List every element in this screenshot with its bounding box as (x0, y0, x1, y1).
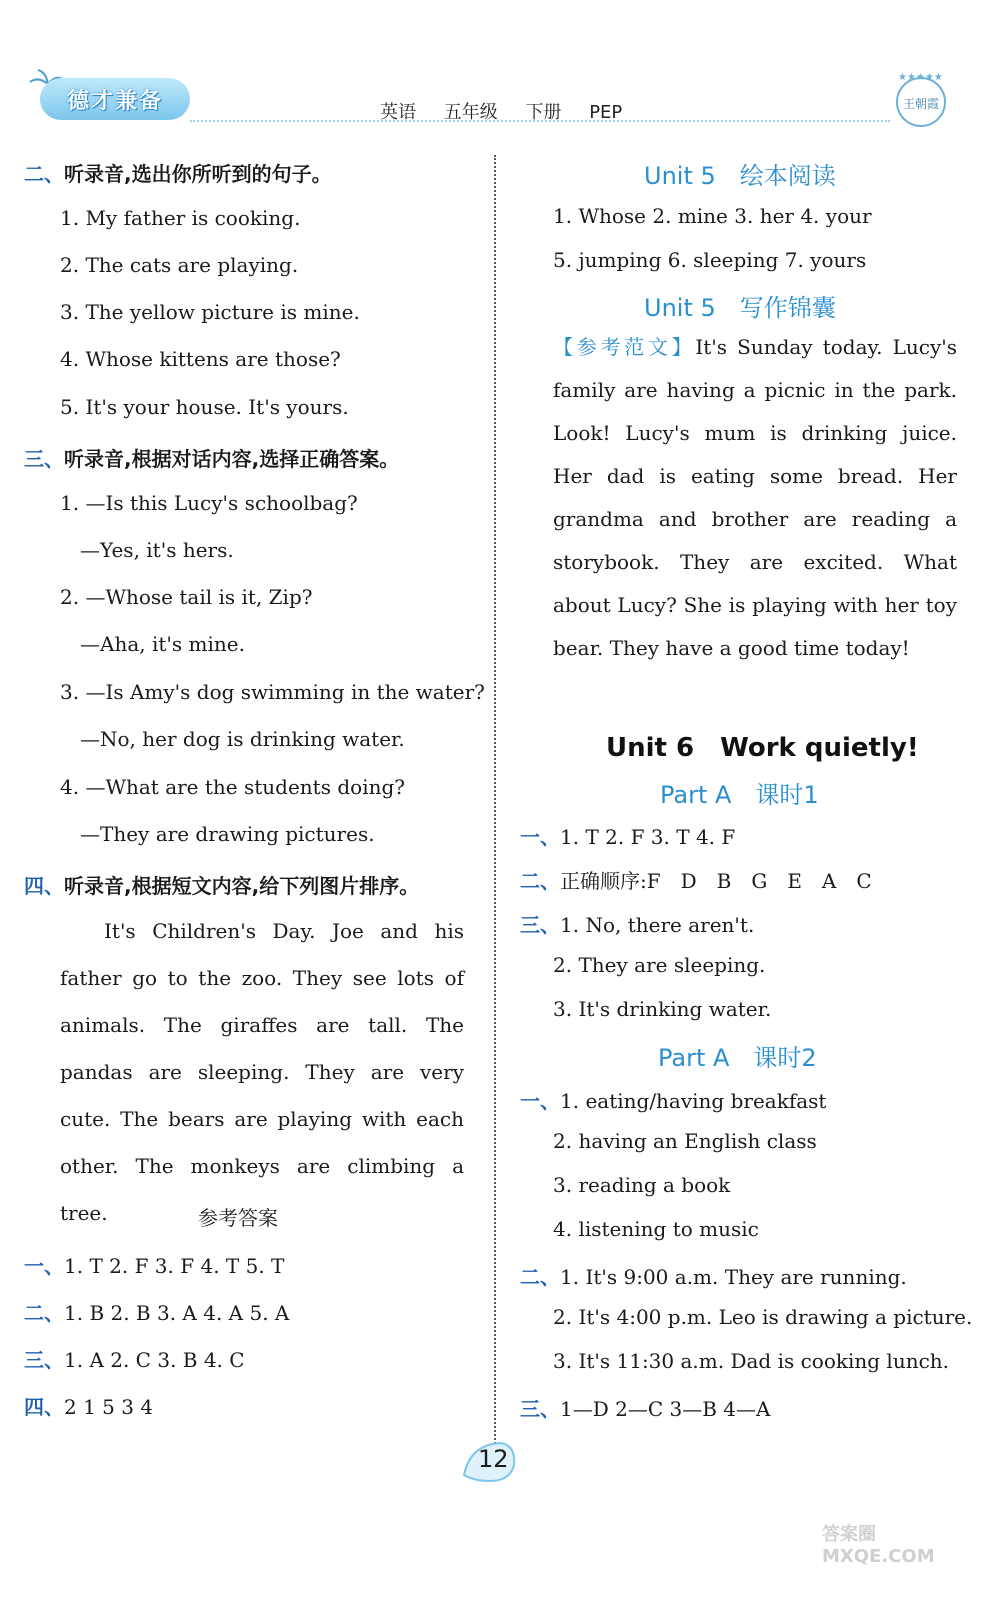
answer-number: 二、 (520, 1265, 560, 1289)
list-item: 1. My father is cooking. (60, 206, 301, 230)
list-item: 3. The yellow picture is mine. (60, 300, 360, 324)
edition-label: PEP (589, 102, 623, 123)
reading-answers-line: 1. Whose 2. mine 3. her 4. your (553, 204, 872, 228)
answer-number: 一、 (520, 825, 560, 849)
list-item: —Yes, it's hers. (80, 538, 234, 562)
grade-label: 五年级 (443, 102, 498, 123)
column-divider (494, 155, 496, 1455)
answers-title: 参考答案 (198, 1206, 278, 1230)
section-title: 听录音,根据短文内容,给下列图片排序。 (64, 874, 420, 898)
answer-text: 1. It's 9:00 a.m. They are running. (560, 1265, 907, 1289)
answer-number: 三、 (24, 1348, 64, 1372)
answer-row (520, 1085, 826, 1114)
answer-text: 1. eating/having breakfast (560, 1089, 827, 1113)
section-number: 三、 (24, 447, 64, 471)
answer-row (520, 909, 754, 938)
list-item: 4. listening to music (553, 1217, 759, 1241)
header-rule (190, 120, 890, 122)
answer-row (24, 1297, 289, 1326)
list-item: 3. It's 11:30 a.m. Dad is cooking lunch. (553, 1349, 950, 1373)
answer-text: 1. A 2. C 3. B 4. C (64, 1348, 245, 1372)
list-item: 3. It's drinking water. (553, 997, 772, 1021)
watermark (822, 1520, 972, 1580)
list-item: 4. Whose kittens are those? (60, 347, 341, 371)
answer-number: 一、 (24, 1254, 64, 1278)
answer-row (24, 1391, 153, 1420)
list-item: 3. —Is Amy's dog swimming in the water? (60, 680, 485, 704)
answer-row (520, 865, 872, 894)
list-item: —Aha, it's mine. (80, 632, 245, 656)
part-a-lesson-1-heading: Part A 课时1 (660, 781, 819, 809)
section-title: 听录音,选出你所听到的句子。 (64, 162, 332, 186)
unit6-title: Unit 6 Work quietly! (606, 733, 919, 763)
answer-number: 二、 (520, 869, 560, 893)
section-number: 二、 (24, 162, 64, 186)
answer-row (520, 1261, 907, 1290)
list-item: 2. —Whose tail is it, Zip? (60, 585, 313, 609)
page-number: 12 (478, 1445, 509, 1473)
section-number: 四、 (24, 874, 64, 898)
model-essay (553, 326, 957, 670)
answer-number: 三、 (520, 1397, 560, 1421)
watermark-text: 答案圈 MXQE.COM (822, 1524, 935, 1567)
page-header (0, 60, 996, 130)
answer-text: 1—D 2—C 3—B 4—A (560, 1397, 771, 1421)
badge-icon (890, 68, 952, 130)
part-a-lesson-2-heading: Part A 课时2 (658, 1044, 817, 1072)
brand-logo (40, 78, 190, 120)
list-item: 1. —Is this Lucy's schoolbag? (60, 491, 358, 515)
volume-label: 下册 (525, 102, 562, 123)
list-item: 3. reading a book (553, 1173, 731, 1197)
list-item: 2. They are sleeping. (553, 953, 766, 977)
unit5-writing-heading: Unit 5 写作锦囊 (644, 294, 836, 322)
section-title: 听录音,根据对话内容,选择正确答案。 (64, 447, 400, 471)
unit5-reading-heading: Unit 5 绘本阅读 (644, 162, 836, 190)
badge-text: 王朝霞 (902, 97, 940, 111)
list-item: —No, her dog is drinking water. (80, 727, 405, 751)
list-item: 2. having an English class (553, 1129, 817, 1153)
list-item: 5. It's your house. It's yours. (60, 395, 349, 419)
answer-number: 四、 (24, 1395, 64, 1419)
answer-row (520, 1393, 770, 1422)
list-item: —They are drawing pictures. (80, 822, 375, 846)
answer-row (520, 821, 735, 850)
page-number-badge (460, 1435, 520, 1485)
answer-text: 2 1 5 3 4 (64, 1395, 154, 1419)
section-4-heading (24, 870, 419, 899)
answer-text: 1. T 2. F 3. T 4. F (560, 825, 736, 849)
answer-text: 1. T 2. F 3. F 4. T 5. T (64, 1254, 285, 1278)
svg-text:★★★★★: ★★★★★ (898, 72, 943, 83)
answer-row (24, 1344, 245, 1373)
section-2-heading (24, 158, 332, 187)
answer-text: 1. B 2. B 3. A 4. A 5. A (64, 1301, 290, 1325)
answer-text: 正确顺序:F D B G E A C (560, 869, 872, 893)
brand-logo-text: 德才兼备 (66, 88, 163, 114)
answer-text: 1. No, there aren't. (560, 913, 755, 937)
answer-row (24, 1250, 284, 1279)
list-item: 4. —What are the students doing? (60, 775, 405, 799)
list-item: 2. It's 4:00 p.m. Leo is drawing a picture. (553, 1305, 973, 1329)
reference-label: 【参考范文】 (553, 335, 696, 359)
reading-answers-line: 5. jumping 6. sleeping 7. yours (553, 248, 867, 272)
answer-number: 一、 (520, 1089, 560, 1113)
passage-text: It's Children's Day. Joe and his father go to the zoo. They see lots of animals. The giraffes are tall. The pandas are sleeping. They are very cute. The bears are playing with each other. The monkeys are climbing a tree. (60, 919, 464, 1225)
answer-number: 二、 (24, 1301, 64, 1325)
list-item: 2. The cats are playing. (60, 253, 299, 277)
subject-label: 英语 (380, 102, 416, 123)
section-3-heading (24, 443, 399, 472)
answer-number: 三、 (520, 913, 560, 937)
essay-text: It's Sunday today. Lucy's family are having a picnic in the park. Look! Lucy's mum is drinking juice. Her dad is eating some bread. Her grandma and brother are reading a storybook. They are excited. What about Lucy? She is playing with her toy bear. They have a good time today! (553, 335, 957, 660)
